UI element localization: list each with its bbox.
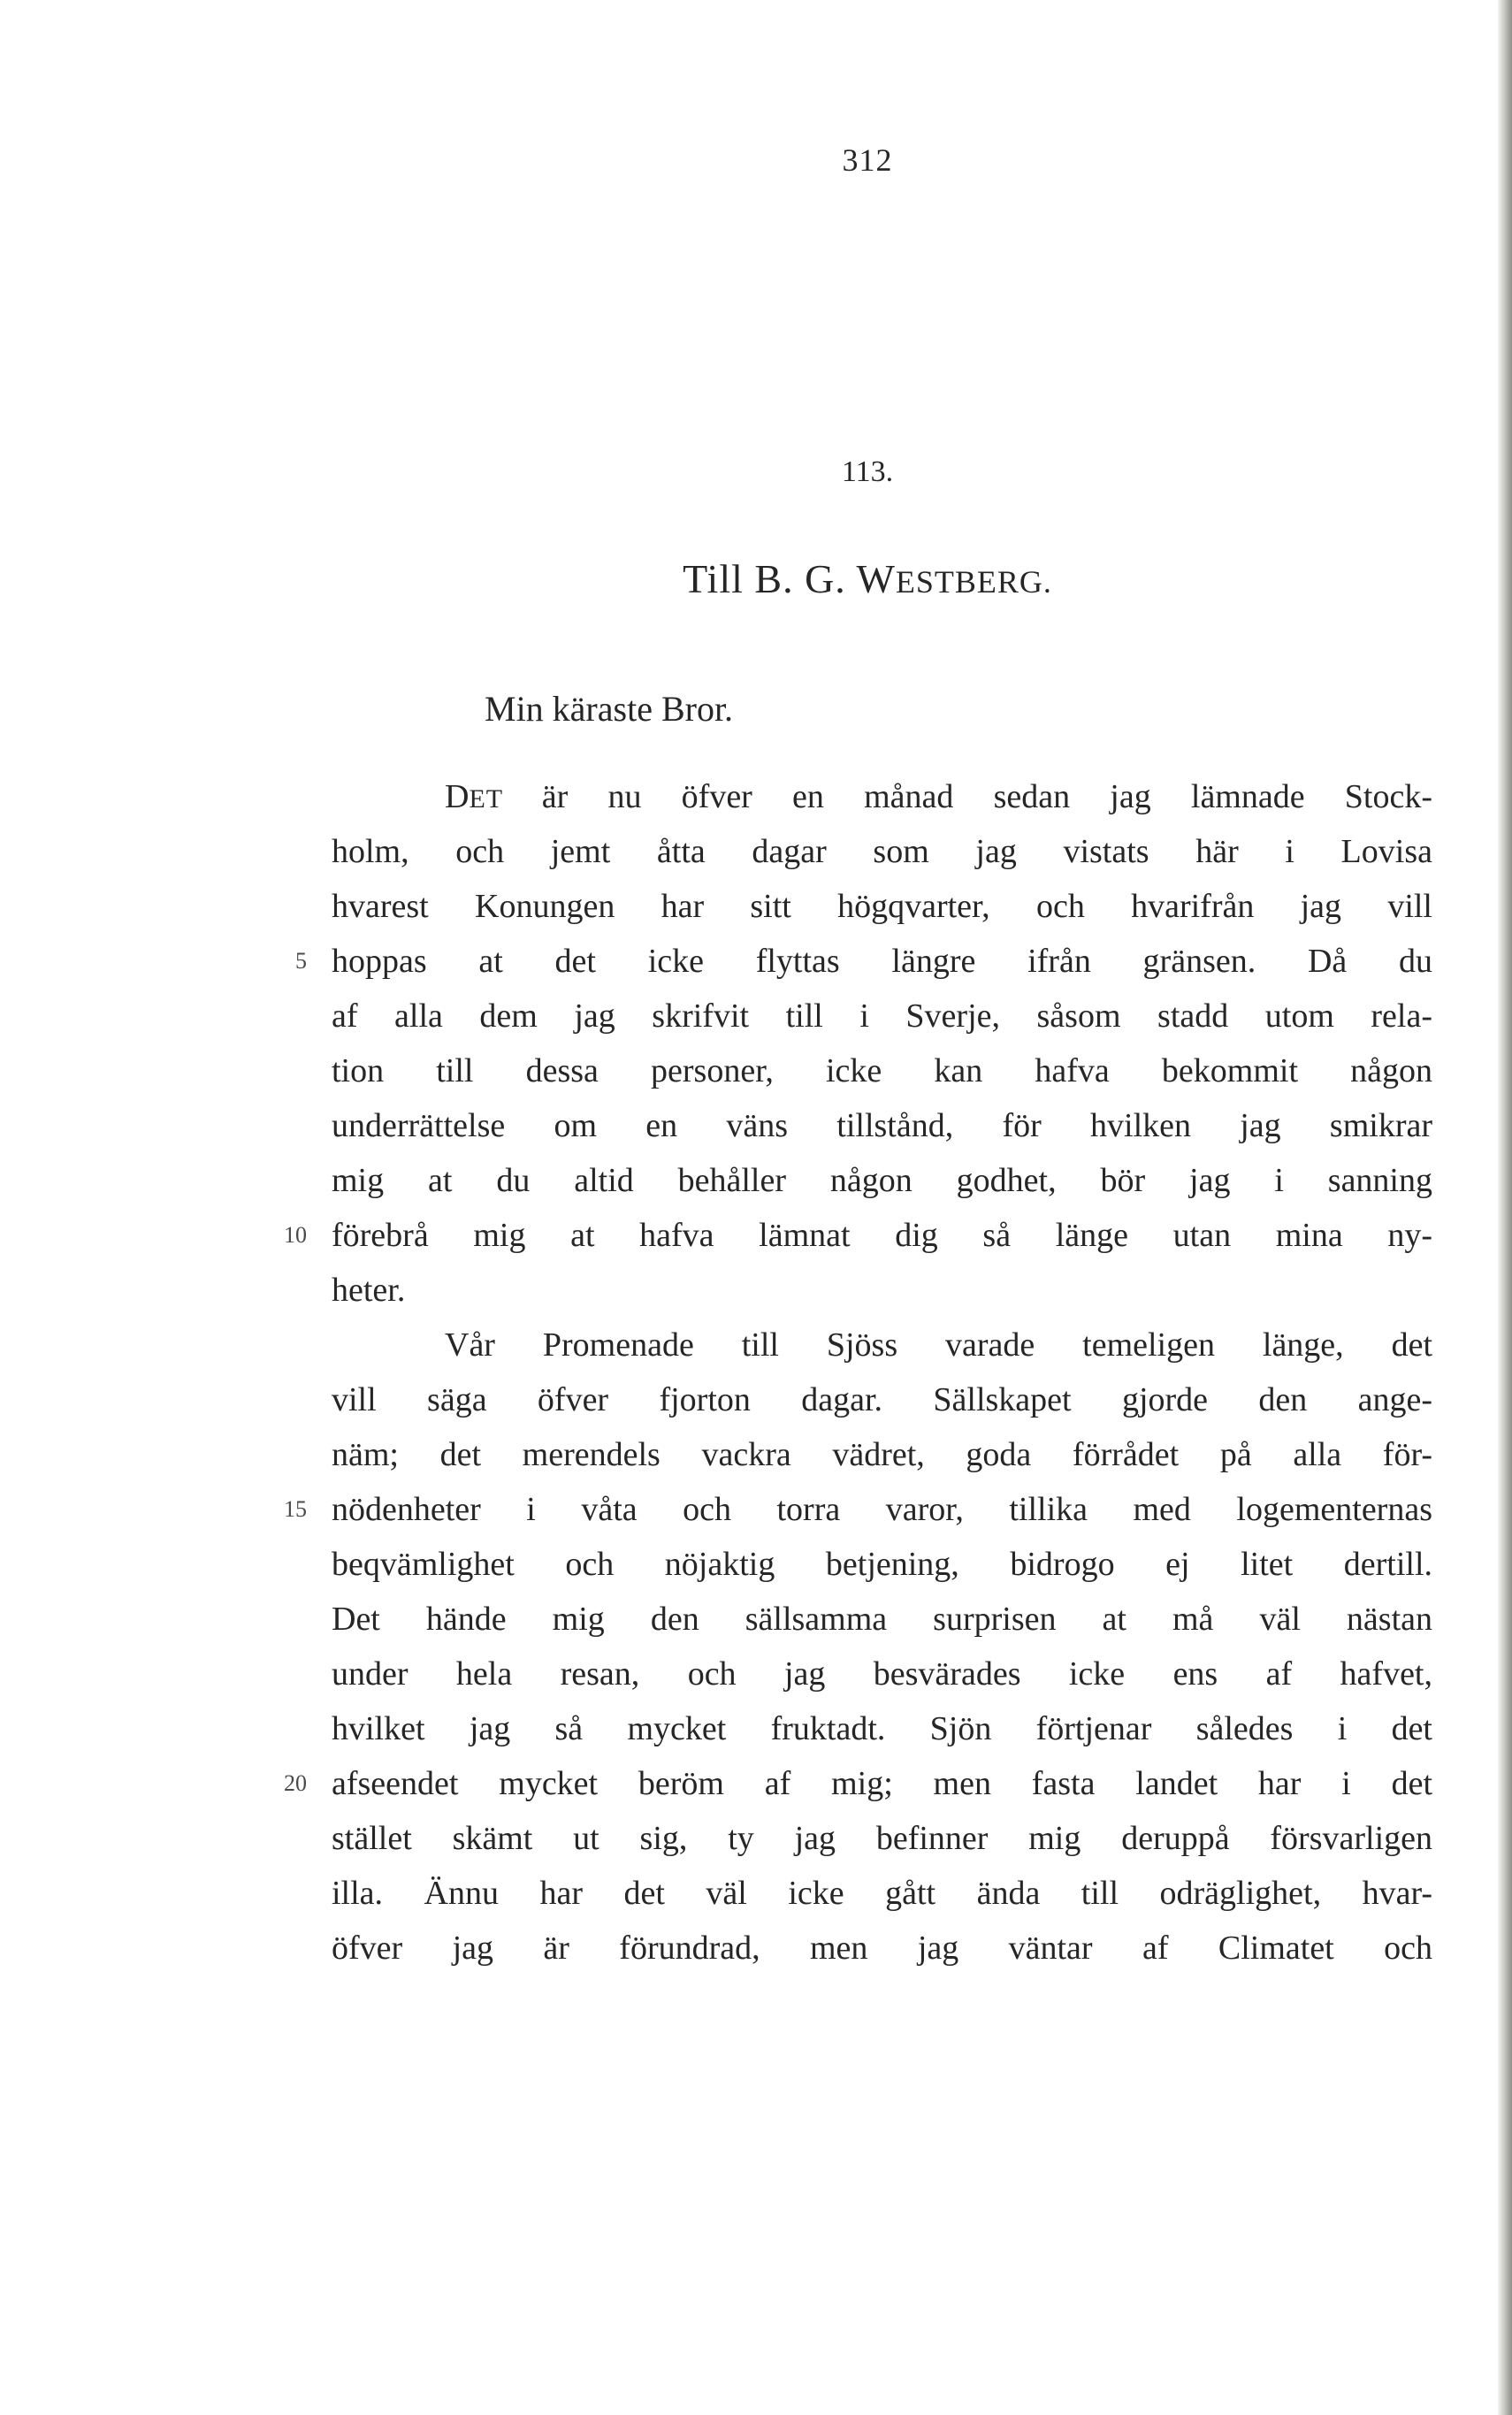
line-text: underrättelse om en väns tillstånd, för hvilken jag smikrar bbox=[332, 1107, 1432, 1144]
title-name-rest: ESTBERG. bbox=[895, 564, 1052, 600]
text-line bbox=[332, 1811, 1432, 1866]
text-line bbox=[332, 1701, 1432, 1756]
line-text: af alla dem jag skrifvit till i Sverje, såsom stadd utom rela- bbox=[332, 997, 1432, 1035]
line-text: afseendet mycket beröm af mig; men fasta landet har i det bbox=[332, 1765, 1432, 1802]
text-line bbox=[332, 989, 1432, 1043]
line-content: är nu öfver en månad sedan jag lämnade Stock- bbox=[541, 778, 1433, 815]
text-line bbox=[332, 1153, 1432, 1208]
text-line bbox=[295, 934, 1432, 989]
text-line bbox=[332, 1866, 1432, 1921]
line-text: stället skämt ut sig, ty jag befinner mig deruppå försvarligen bbox=[332, 1820, 1432, 1857]
title-prefix: Till B. G. bbox=[683, 556, 857, 601]
title-name-initial: W bbox=[856, 556, 896, 601]
text-line bbox=[284, 1208, 1432, 1263]
text-line bbox=[332, 1647, 1432, 1701]
text-line bbox=[284, 1482, 1432, 1537]
line-text: nödenheter i våta och torra varor, tillika med logementernas bbox=[332, 1491, 1432, 1528]
text-line bbox=[332, 1318, 1432, 1372]
line-text: Vår Promenade till Sjöss varade temeligen länge, det bbox=[445, 1326, 1432, 1364]
line-text: öfver jag är förundrad, men jag väntar af Climatet och bbox=[332, 1930, 1432, 1967]
line-text: hoppas at det icke flyttas längre ifrån gränsen. Då du bbox=[332, 943, 1432, 980]
text-line bbox=[332, 1537, 1432, 1592]
line-text: tion till dessa personer, icke kan hafva bekommit någon bbox=[332, 1052, 1432, 1089]
salutation: Min käraste Bror. bbox=[485, 689, 734, 729]
line-text: mig at du altid behåller någon godhet, bör jag i sanning bbox=[332, 1162, 1432, 1199]
line-text: illa. Ännu har det väl icke gått ända till odräglighet, hvar- bbox=[332, 1875, 1432, 1912]
line-text: vill säga öfver fjorton dagar. Sällskapet gjorde den ange- bbox=[332, 1381, 1432, 1418]
line-text: heter. bbox=[332, 1272, 406, 1309]
line-text: under hela resan, och jag besvärades icke ens af hafvet, bbox=[332, 1655, 1432, 1693]
lead-word-rest: ET bbox=[469, 784, 542, 814]
letter-number: 113. bbox=[841, 455, 894, 488]
line-text: Det hände mig den sällsamma surprisen at må väl nästan bbox=[332, 1601, 1432, 1638]
text-line bbox=[332, 1427, 1432, 1482]
text-line bbox=[332, 1372, 1432, 1427]
letter-body bbox=[284, 769, 1433, 1976]
page-number: 312 bbox=[842, 142, 893, 178]
line-number: 20 bbox=[284, 1770, 307, 1796]
line-text: hvilket jag så mycket fruktadt. Sjön förtjenar således i det bbox=[332, 1710, 1432, 1747]
text-line bbox=[332, 1263, 1432, 1318]
line-text: beqvämlighet och nöjaktig betjening, bidrogo ej litet dertill. bbox=[332, 1546, 1432, 1583]
line-text: holm, och jemt åtta dagar som jag vistats här i Lovisa bbox=[332, 833, 1432, 870]
text-line bbox=[332, 1592, 1432, 1647]
line-text: näm; det merendels vackra vädret, goda förrådet på alla för- bbox=[332, 1436, 1432, 1473]
text-line bbox=[284, 1756, 1432, 1811]
text-line bbox=[332, 769, 1432, 824]
line-text: hvarest Konungen har sitt högqvarter, och hvarifrån jag vill bbox=[332, 888, 1432, 925]
text-line bbox=[332, 1098, 1432, 1153]
text-line bbox=[332, 879, 1432, 934]
line-number: 15 bbox=[284, 1496, 307, 1522]
line-text bbox=[445, 769, 1432, 827]
line-number: 5 bbox=[295, 948, 307, 974]
letter-title bbox=[0, 555, 1512, 602]
text-line bbox=[332, 1043, 1432, 1098]
line-text: förebrå mig at hafva lämnat dig så länge utan mina ny- bbox=[332, 1217, 1432, 1254]
text-line bbox=[332, 824, 1432, 879]
lead-initial: D bbox=[445, 778, 470, 815]
page-edge bbox=[1498, 0, 1512, 2415]
line-number: 10 bbox=[284, 1222, 307, 1248]
text-line bbox=[332, 1921, 1432, 1976]
